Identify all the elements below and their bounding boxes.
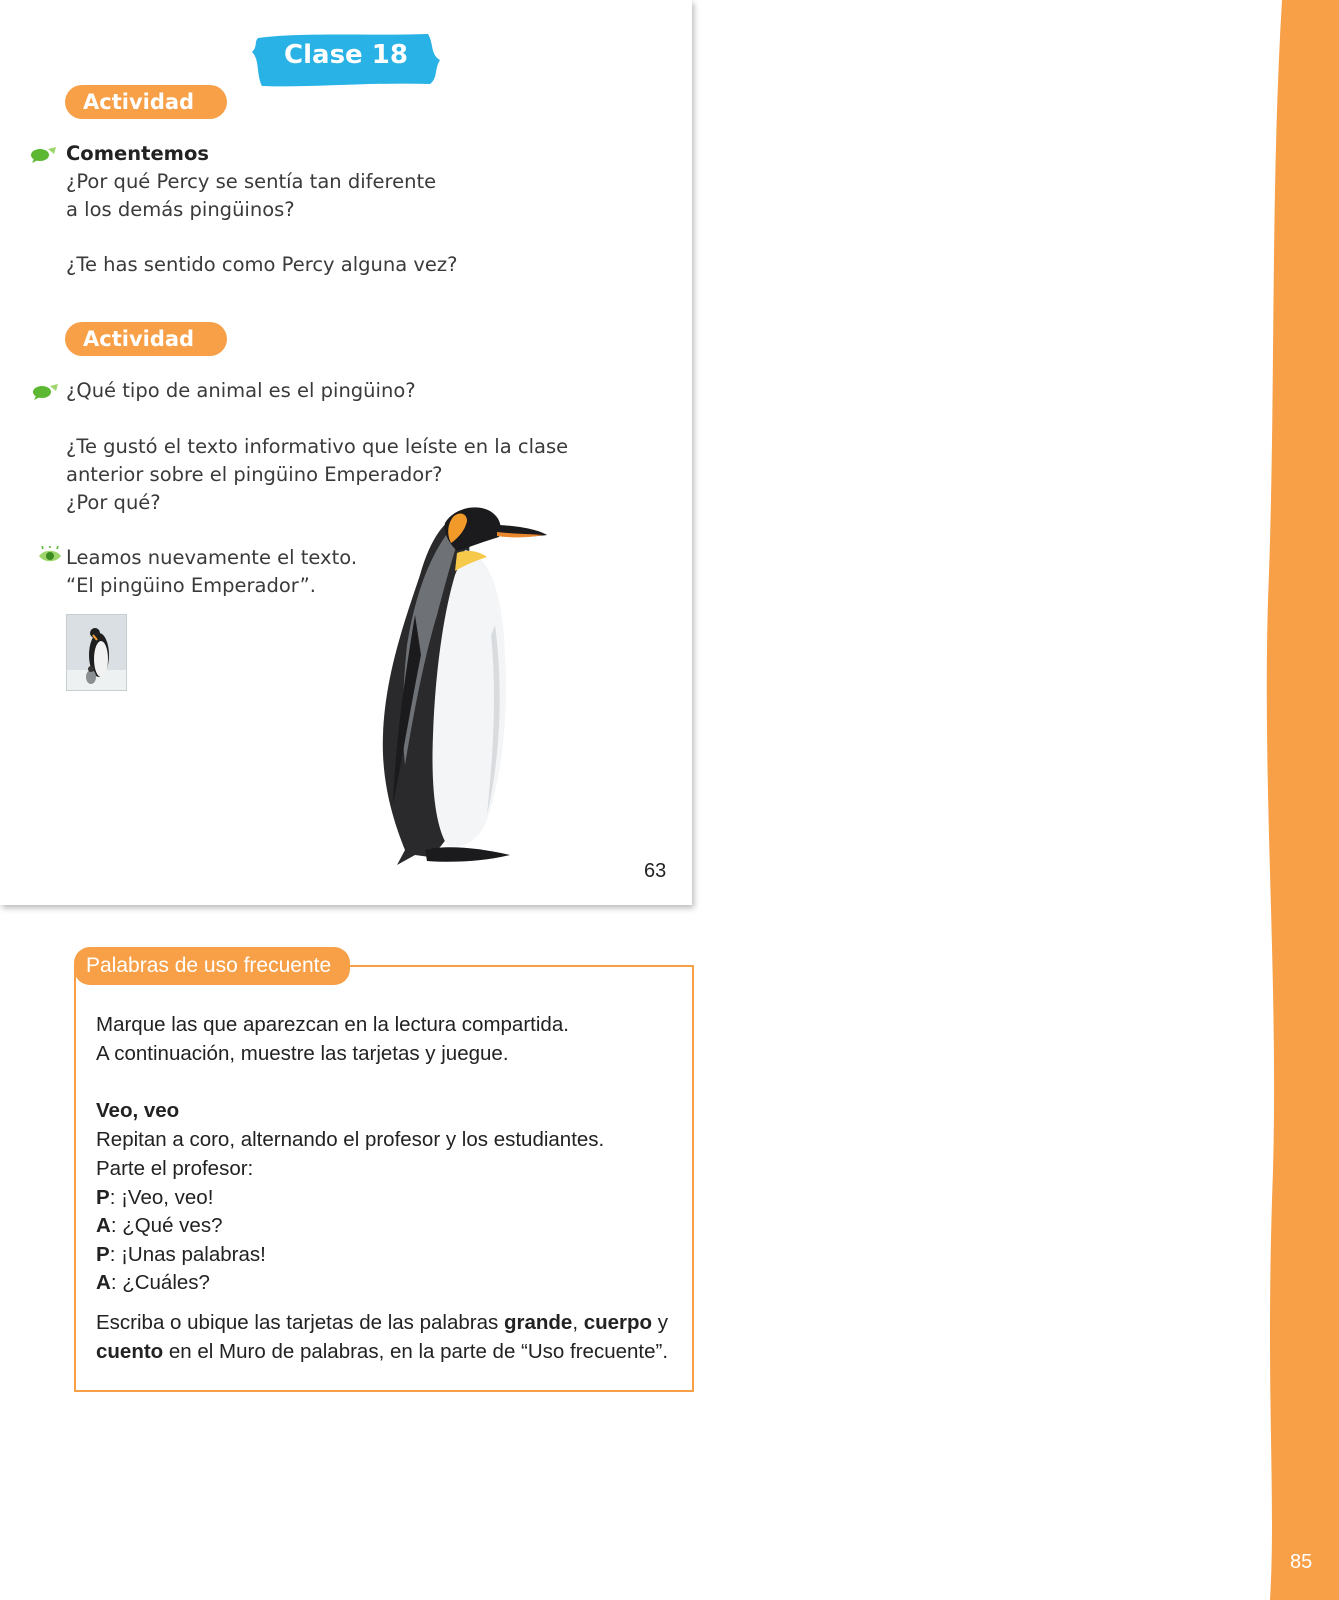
student-page-number: 63 <box>644 860 667 882</box>
game-title: Veo, veo <box>96 1099 180 1122</box>
dialog-line <box>96 1183 213 1212</box>
text-cover-thumbnail <box>66 614 127 691</box>
activity-2-question-2-line-2: anterior sobre el pingüino Emperador? <box>66 463 443 486</box>
closing-line-1 <box>96 1308 668 1337</box>
dialog-speaker: A <box>96 1271 111 1294</box>
activity-1-question-1-line-1: ¿Por qué Percy se sentía tan diferente <box>66 170 437 193</box>
guide-page-number: 85 <box>1290 1551 1313 1573</box>
class-title: Clase 18 <box>284 40 408 70</box>
dialog-line <box>96 1240 266 1269</box>
dialog-text: : ¿Qué ves? <box>110 1214 223 1237</box>
dialog-text: : ¡Unas palabras! <box>109 1243 266 1266</box>
closing-separator: , <box>572 1311 584 1334</box>
dialog-text: : ¿Cuáles? <box>110 1271 210 1294</box>
dialog-speaker: P <box>96 1243 110 1266</box>
activity-2-question-2-line-1: ¿Te gustó el texto informativo que leíste en la clase <box>66 435 569 458</box>
speech-bubbles-icon <box>32 382 60 400</box>
activity-2-label: Actividad 2 <box>65 322 227 356</box>
dialog-speaker: A <box>96 1214 111 1237</box>
activity-2-read-line-1: Leamos nuevamente el texto. <box>66 546 358 569</box>
activity-1-question-2: ¿Te has sentido como Percy alguna vez? <box>66 253 458 276</box>
dialog-text: : ¡Veo, veo! <box>109 1186 214 1209</box>
word-grande: grande <box>503 1311 573 1334</box>
word-cuento: cuento <box>96 1340 164 1363</box>
dialog-line <box>96 1211 222 1240</box>
activity-1-question-1-line-2: a los demás pingüinos? <box>66 198 295 221</box>
emperor-penguin-image <box>375 505 565 877</box>
game-instruction-line-1: Repitan a coro, alternando el profesor y los estudiantes. <box>96 1128 605 1151</box>
activity-2-question-1: ¿Qué tipo de animal es el pingüino? <box>66 379 416 402</box>
frequent-words-tab: Palabras de uso frecuente <box>74 947 350 985</box>
activity-1-label: Actividad 1 <box>65 85 227 119</box>
activity-2-read-line-2: “El pingüino Emperador”. <box>66 574 316 597</box>
activity-2-question-2-line-3: ¿Por qué? <box>66 491 161 514</box>
word-cuerpo: cuerpo <box>583 1311 653 1334</box>
closing-text: Escriba o ubique las tarjetas de las palabras <box>96 1311 504 1334</box>
orange-side-band <box>1262 0 1339 1600</box>
closing-line-2 <box>96 1337 668 1366</box>
eye-icon <box>37 546 63 566</box>
speech-bubbles-icon <box>30 145 58 163</box>
game-instruction-line-2: Parte el profesor: <box>96 1157 254 1180</box>
frequent-words-intro-line-2: A continuación, muestre las tarjetas y juegue. <box>96 1042 509 1065</box>
activity-1-heading: Comentemos <box>66 142 210 165</box>
student-page <box>0 0 692 905</box>
dialog-speaker: P <box>96 1186 110 1209</box>
frequent-words-intro-line-1: Marque las que aparezcan en la lectura compartida. <box>96 1013 569 1036</box>
closing-text: en el Muro de palabras, en la parte de “Uso frecuente”. <box>163 1340 669 1363</box>
dialog-line <box>96 1268 210 1297</box>
closing-text: y <box>652 1311 669 1334</box>
